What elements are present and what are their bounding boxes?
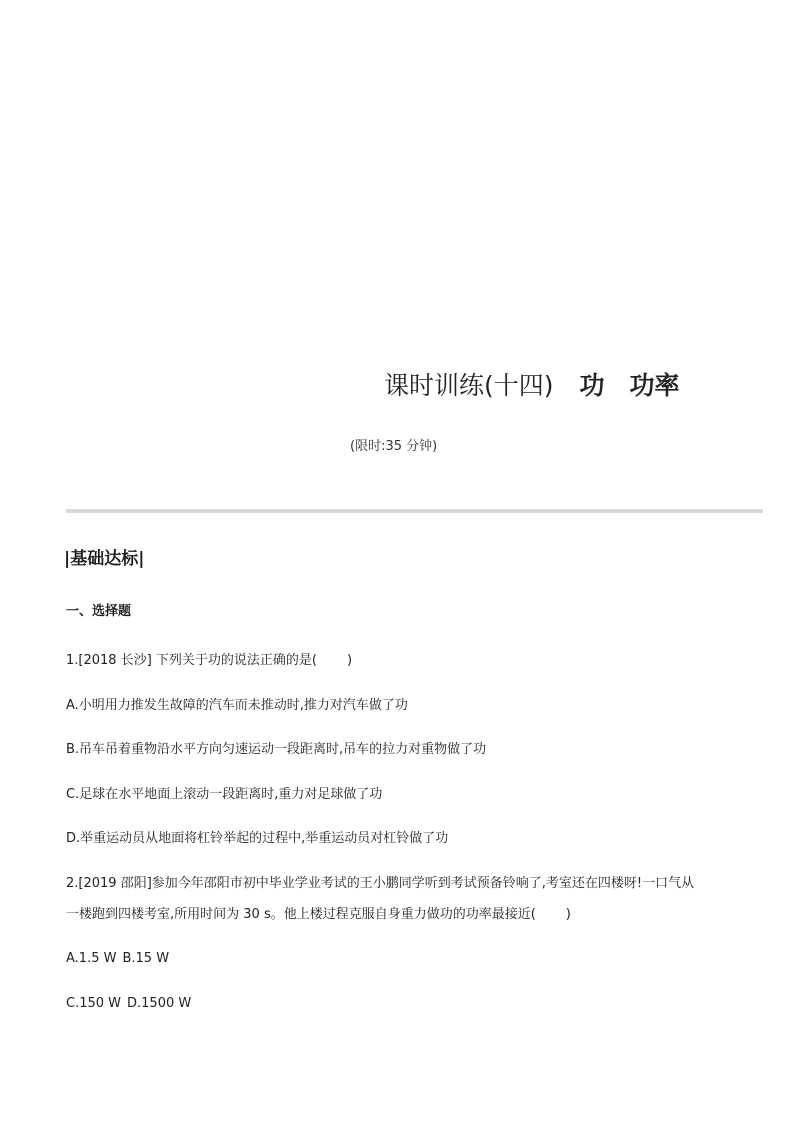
question-2-option-d: D.1500 W (127, 996, 192, 1011)
question-1-option-b: B.吊车吊着重物沿水平方向匀速运动一段距离时,吊车的拉力对重物做了功 (66, 742, 487, 757)
title-topic: 功 功率 (579, 371, 680, 400)
question-1-stem (66, 652, 352, 670)
question-2-option-c: C.150 W (66, 996, 122, 1011)
divider-rule (66, 509, 763, 513)
question-1-option-a: A.小明用力推发生故障的汽车而未推动时,推力对汽车做了功 (66, 698, 408, 713)
subsection-heading: 一、选择题 (66, 604, 132, 619)
question-2-text: 一楼跑到四楼考室,所用时间为 30 s。他上楼过程克服自身重力做功的功率最接近( (66, 907, 536, 922)
time-limit: (限时:35 分钟) (350, 439, 438, 454)
question-2-close: ) (565, 907, 571, 922)
question-2-option-a: A.1.5 W (66, 951, 117, 966)
question-1-option-d: D.举重运动员从地面将杠铃举起的过程中,举重运动员对杠铃做了功 (66, 831, 449, 846)
title-main: 课时训练(十四) (384, 371, 554, 400)
question-2-options-row-2 (66, 995, 191, 1013)
question-2-option-b: B.15 W (122, 951, 170, 966)
section-heading: |基础达标| (64, 549, 145, 569)
question-1-text: 1.[2018 长沙] 下列关于功的说法正确的是( (66, 653, 317, 668)
question-2-stem-line1: 2.[2019 邵阳]参加今年邵阳市初中毕业学业考试的王小鹏同学听到考试预备铃响了,考室还在四楼呀!一口气从 (66, 876, 695, 891)
question-2-stem-line2 (66, 906, 571, 924)
question-2-options-row-1 (66, 950, 169, 968)
question-1-option-c: C.足球在水平地面上滚动一段距离时,重力对足球做了功 (66, 787, 383, 802)
question-1-close: ) (346, 653, 353, 668)
page-title (384, 368, 680, 404)
